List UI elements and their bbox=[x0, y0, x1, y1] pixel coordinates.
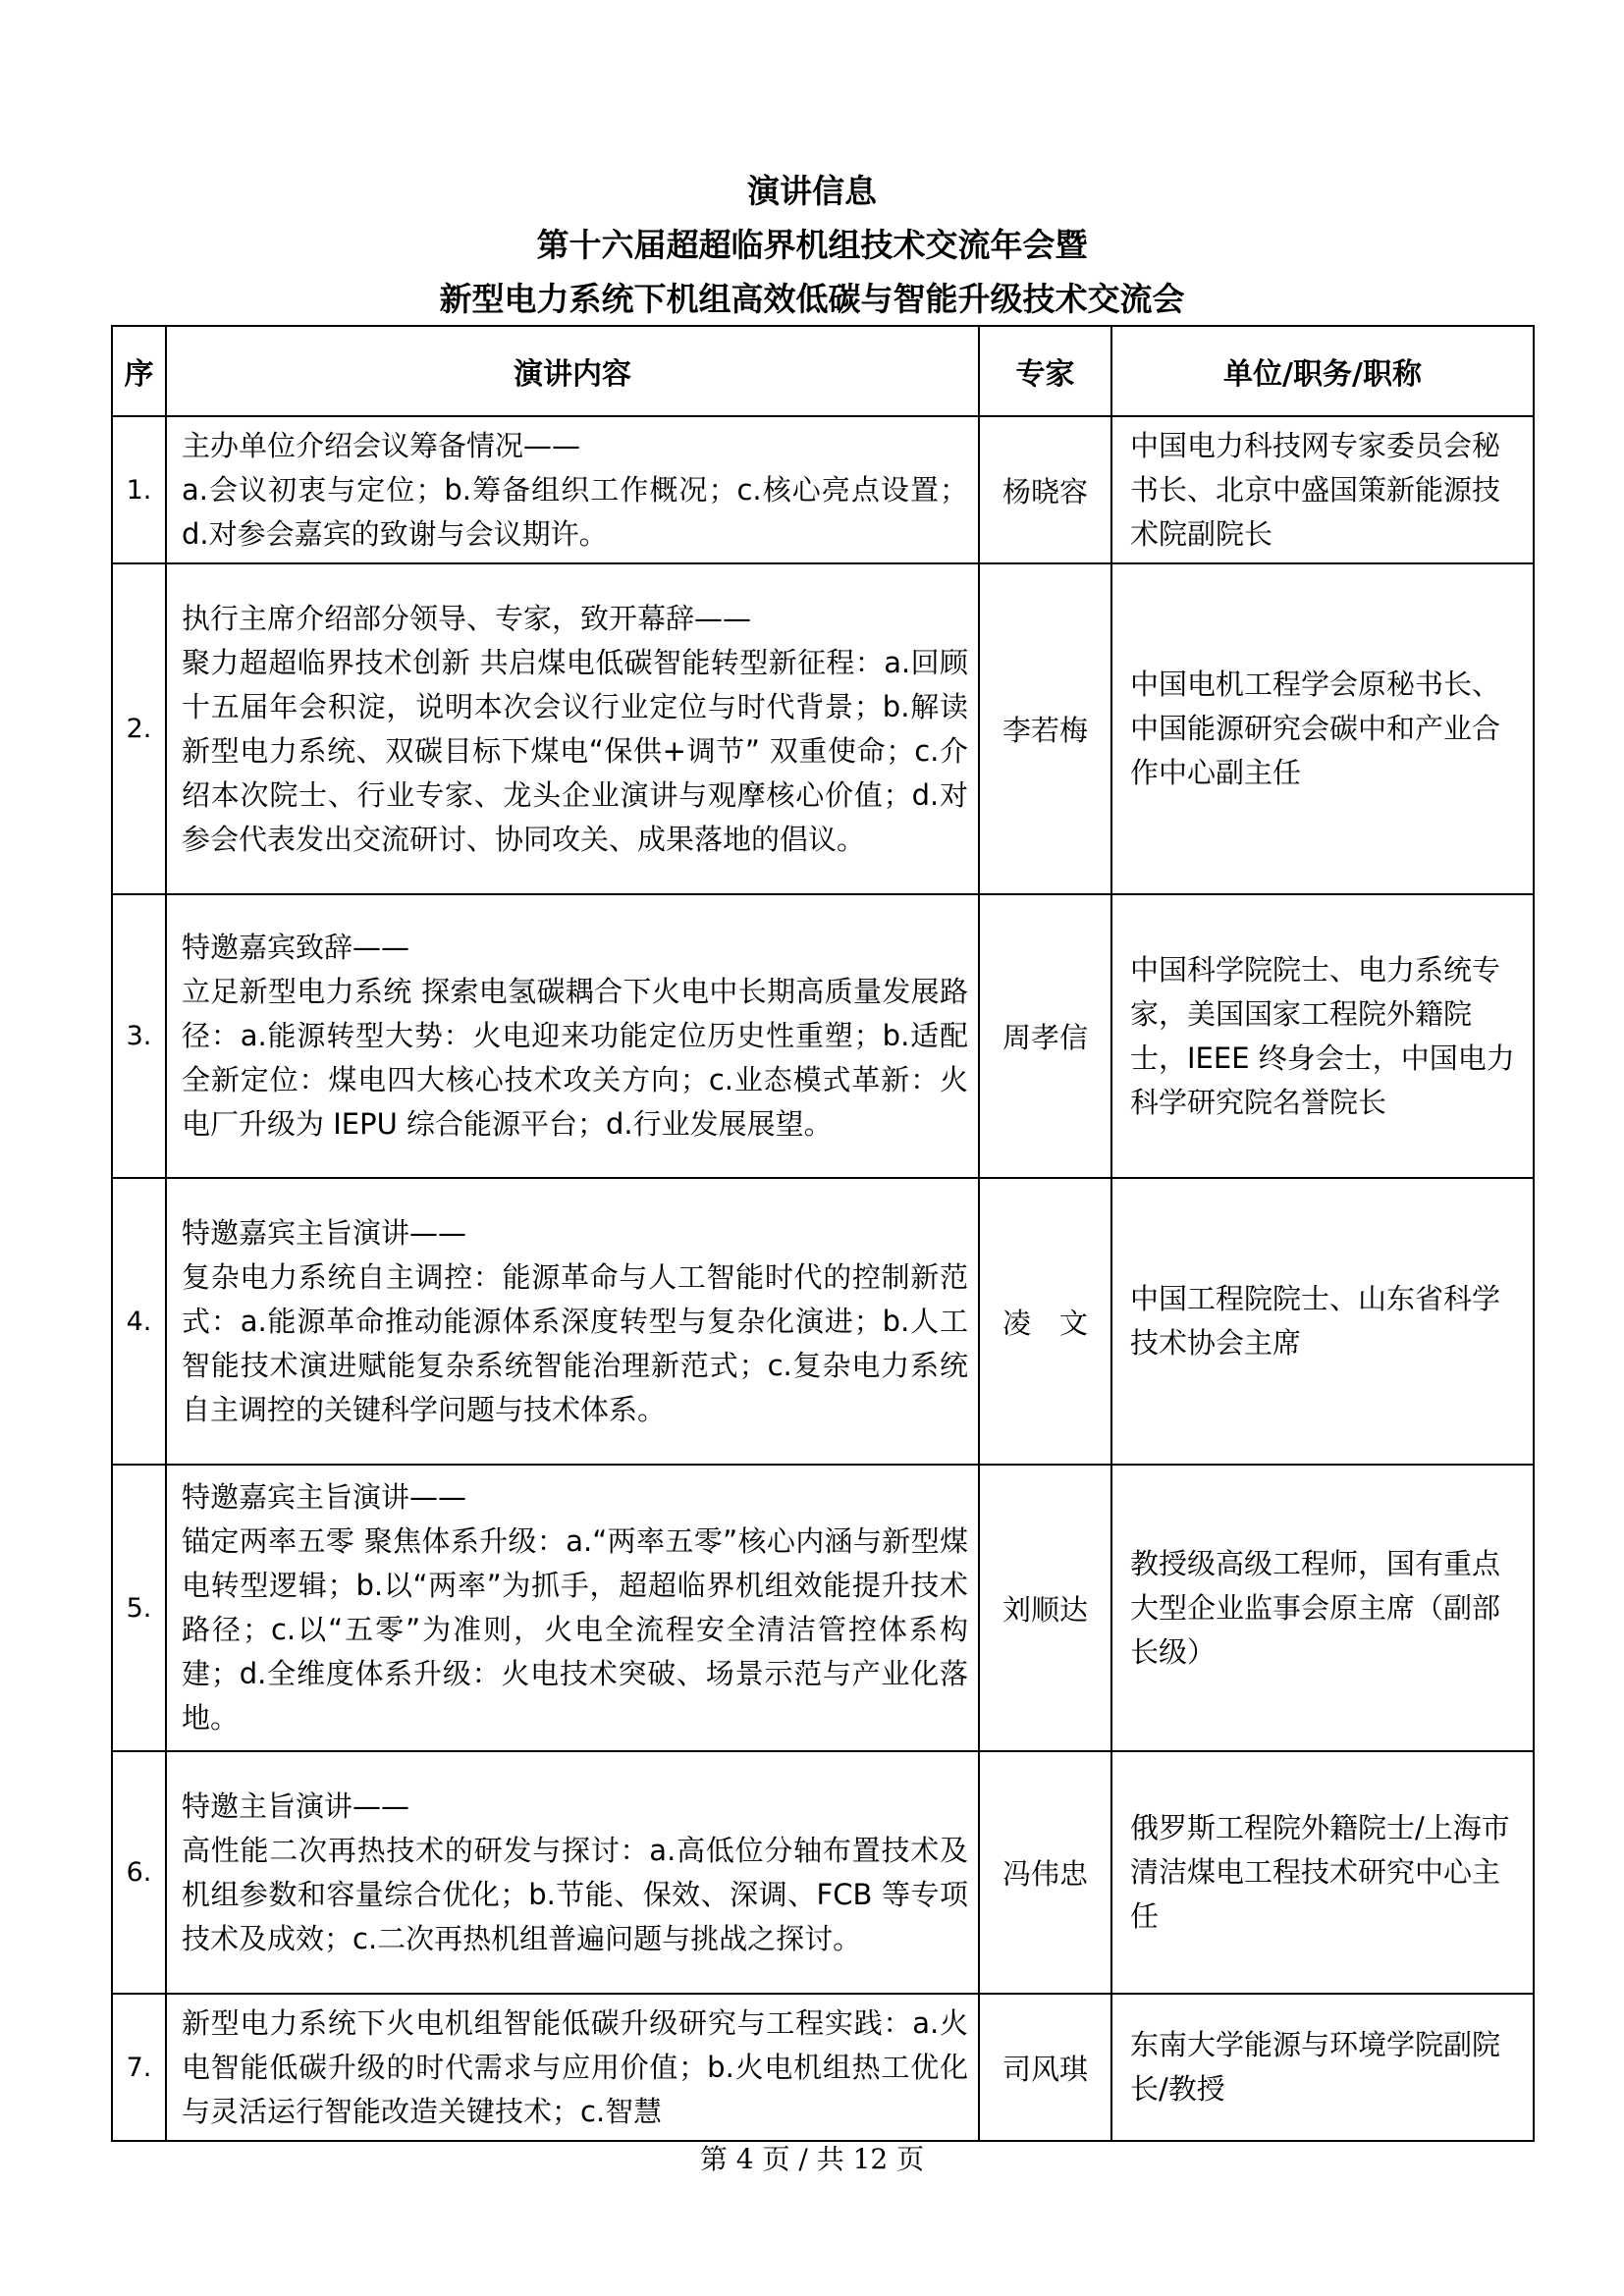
talk-body: 复杂电力系统自主调控：能源革命与人工智能时代的控制新范式：a.能源革命推动能源体系深度转型与复杂化演进；b.人工智能技术演进赋能复杂系统智能治理新范式；c.复杂电力系统自主调控的关键科学问题与技术体系。 bbox=[182, 1259, 968, 1426]
table-row bbox=[112, 1178, 1534, 1465]
expert-name: 司风琪 bbox=[979, 1994, 1111, 2141]
table-row bbox=[112, 416, 1534, 563]
row-index: 4. bbox=[112, 1178, 166, 1465]
talk-body: 锚定两率五零 聚焦体系升级：a.“两率五零”核心内涵与新型煤电转型逻辑；b.以“两率”为抓手，超超临界机组效能提升技术路径；c.以“五零”为准则，火电全流程安全清洁管控体系构建；d.全维度体系升级：火电技术突破、场景示范与产业化落地。 bbox=[182, 1524, 968, 1735]
column-header-content: 演讲内容 bbox=[166, 326, 979, 416]
talk-content bbox=[167, 593, 978, 866]
expert-affiliation: 教授级高级工程师，国有重点大型企业监事会原主席（副部长级） bbox=[1130, 1546, 1501, 1669]
expert-affiliation: 东南大学能源与环境学院副院长/教授 bbox=[1130, 2028, 1501, 2106]
talk-body: a.会议初衷与定位；b.筹备组织工作概况；c.核心亮点设置；d.对参会嘉宾的致谢与会议期许。 bbox=[182, 472, 968, 551]
talk-content bbox=[167, 1781, 978, 1965]
page-number: 第 4 页 / 共 12 页 bbox=[699, 2143, 925, 2175]
expert-name: 凌 文 bbox=[979, 1178, 1111, 1465]
expert-name: 刘顺达 bbox=[979, 1465, 1111, 1751]
table-row bbox=[112, 1751, 1534, 1994]
schedule-table bbox=[111, 325, 1535, 2142]
talk-body: 新型电力系统下火电机组智能低碳升级研究与工程实践：a.火电智能低碳升级的时代需求与应用价值；b.火电机组热工优化与灵活运行智能改造关键技术；c.智慧 bbox=[182, 2005, 968, 2128]
talk-content bbox=[167, 1207, 978, 1436]
table-row bbox=[112, 1465, 1534, 1751]
talk-title: 特邀嘉宾主旨演讲—— bbox=[182, 1480, 467, 1514]
row-index: 2. bbox=[112, 563, 166, 894]
talk-content bbox=[167, 922, 978, 1150]
table-row bbox=[112, 563, 1534, 894]
expert-affiliation: 中国电机工程学会原秘书长、中国能源研究会碳中和产业合作中心副主任 bbox=[1130, 667, 1501, 789]
expert-name: 周孝信 bbox=[979, 894, 1111, 1178]
table-row bbox=[112, 894, 1534, 1178]
expert-affiliation: 俄罗斯工程院外籍院士/上海市清洁煤电工程技术研究中心主任 bbox=[1130, 1811, 1510, 1933]
page-title: 演讲信息 bbox=[747, 172, 877, 210]
column-header-unit: 单位/职务/职称 bbox=[1111, 326, 1534, 416]
expert-affiliation: 中国科学院院士、电力系统专家，美国国家工程院外籍院士，IEEE 终身会士，中国电力科学研究院名誉院长 bbox=[1130, 952, 1515, 1119]
talk-title: 特邀嘉宾致辞—— bbox=[182, 931, 410, 964]
row-index: 6. bbox=[112, 1751, 166, 1994]
expert-name: 李若梅 bbox=[979, 563, 1111, 894]
talk-body: 聚力超超临界技术创新 共启煤电低碳智能转型新征程：a.回顾十五届年会积淀，说明本次会议行业定位与时代背景；b.解读新型电力系统、双碳目标下煤电“保供+调节” 双重使命；c.介绍本次院士、行业专家、龙头企业演讲与观摩核心价值；d.对参会代表发出交流研讨、协同攻关、成果落地的倡议。 bbox=[182, 645, 968, 856]
talk-title: 特邀嘉宾主旨演讲—— bbox=[182, 1215, 467, 1250]
talk-title: 执行主席介绍部分领导、专家，致开幕辞—— bbox=[182, 601, 752, 635]
expert-name: 冯伟忠 bbox=[979, 1751, 1111, 1994]
expert-affiliation: 中国工程院院士、山东省科学技术协会主席 bbox=[1130, 1282, 1501, 1360]
talk-title: 特邀主旨演讲—— bbox=[182, 1789, 410, 1823]
row-index: 1. bbox=[112, 416, 166, 563]
column-header-expert: 专家 bbox=[979, 326, 1111, 416]
table-row bbox=[112, 1994, 1534, 2141]
row-index: 3. bbox=[112, 894, 166, 1178]
talk-content bbox=[167, 420, 978, 561]
conference-title: 第十六届超超临界机组技术交流年会暨 bbox=[536, 226, 1088, 264]
talk-content bbox=[167, 1998, 978, 2138]
table-header-row bbox=[112, 326, 1534, 416]
expert-affiliation: 中国电力科技网专家委员会秘书长、北京中盛国策新能源技术院副院长 bbox=[1130, 428, 1501, 551]
talk-content bbox=[167, 1471, 978, 1744]
conference-subtitle: 新型电力系统下机组高效低碳与智能升级技术交流会 bbox=[439, 280, 1185, 318]
row-index: 5. bbox=[112, 1465, 166, 1751]
column-header-index: 序 bbox=[112, 326, 166, 416]
talk-title: 主办单位介绍会议筹备情况—— bbox=[182, 428, 581, 462]
expert-name: 杨晓容 bbox=[979, 416, 1111, 563]
row-index: 7. bbox=[112, 1994, 166, 2141]
talk-body: 高性能二次再热技术的研发与探讨：a.高低位分轴布置技术及机组参数和容量综合优化；b.节能、保效、深调、FCB 等专项技术及成效；c.二次再热机组普遍问题与挑战之探讨。 bbox=[182, 1833, 968, 1955]
talk-body: 立足新型电力系统 探索电氢碳耦合下火电中长期高质量发展路径：a.能源转型大势：火电迎来功能定位历史性重塑；b.适配全新定位：煤电四大核心技术攻关方向；c.业态模式革新：火电厂升级为 IEPU 综合能源平台；d.行业发展展望。 bbox=[182, 975, 968, 1141]
